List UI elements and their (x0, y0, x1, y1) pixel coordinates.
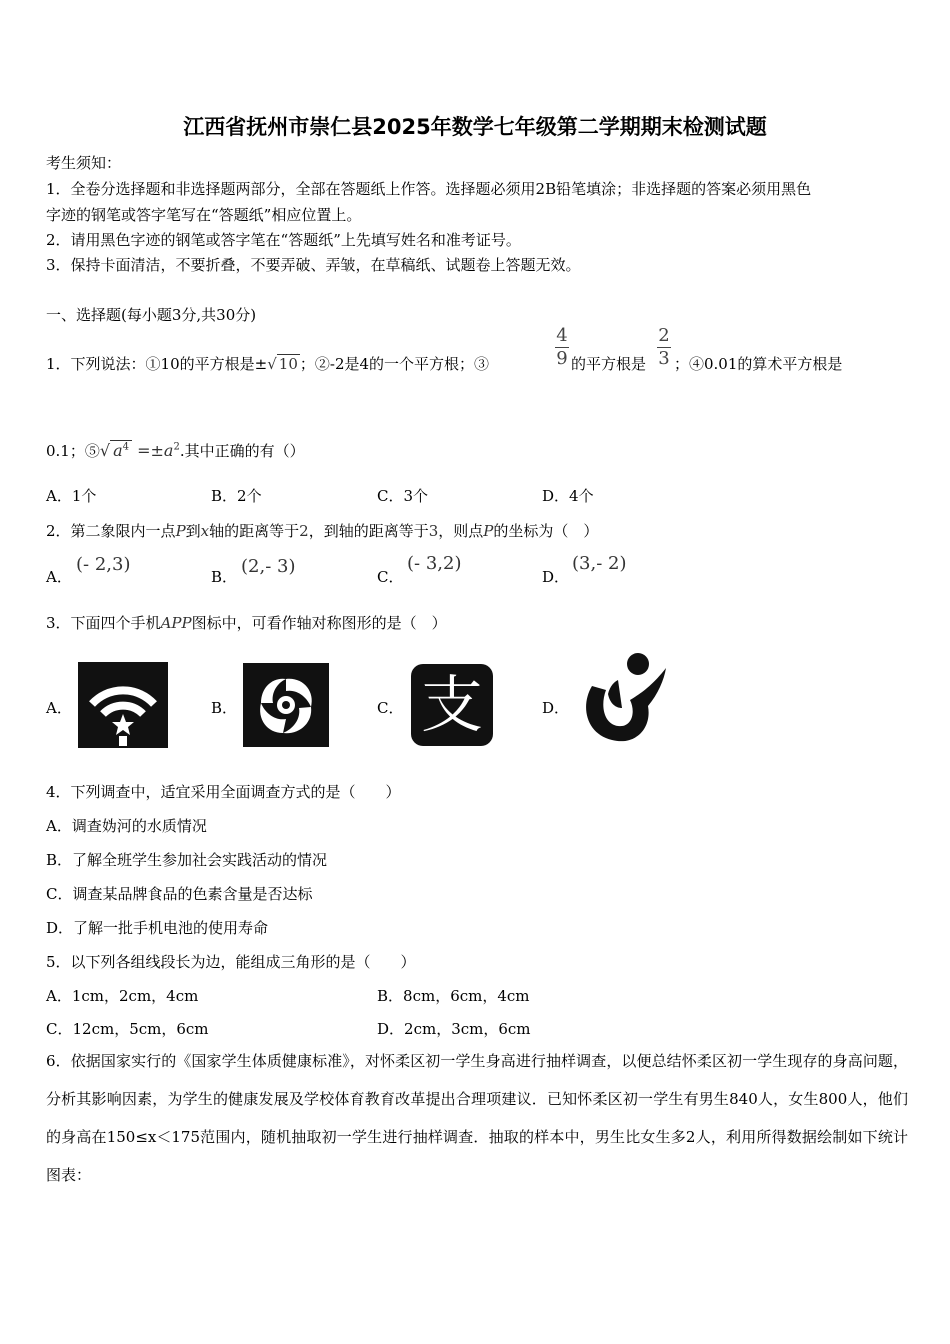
notice-item: 字迹的钢笔或答字笔写在“答题纸”相应位置上。 (46, 206, 362, 224)
q2-option-b-label: B． (211, 568, 238, 586)
q2-option-a-value: (- 2,3) (76, 554, 131, 575)
q2-option-d-label: D． (542, 568, 570, 586)
q2-option-c-label: C． (377, 568, 404, 586)
q5-option-d: D．2cm，3cm，6cm (377, 1020, 531, 1038)
section-heading: 一、选择题(每小题3分,共30分) (46, 306, 257, 324)
notice-item: 1．全卷分选择题和非选择题两部分，全部在答题纸上作答。选择题必须用2B铅笔填涂；非选择题的答案必须用黑色 (46, 180, 812, 198)
person-swoosh-icon (578, 650, 668, 746)
q1-text: 的平方根是 (571, 355, 647, 373)
q4-option-b: B．了解全班学生参加社会实践活动的情况 (46, 851, 328, 869)
notice-item: 2．请用黑色字迹的钢笔或答字笔在“答题纸”上先填写姓名和准考证号。 (46, 231, 521, 249)
q5-option-a: A．1cm，2cm，4cm (46, 987, 199, 1005)
sqrt-10: √ 10 (267, 355, 298, 373)
option-c: C．3个 (377, 487, 429, 505)
notice-item: 3．保持卡面清洁，不要折叠，不要弄破、弄皱，在草稿纸、试题卷上答题无效。 (46, 256, 581, 274)
q5-option-b: B．8cm，6cm，4cm (377, 987, 530, 1005)
q4-option-c: C．调查某品牌食品的色素含量是否达标 (46, 885, 313, 903)
q4-option-d: D．了解一批手机电池的使用寿命 (46, 919, 269, 937)
notice-heading: 考生须知： (46, 154, 122, 172)
q1-text: ；④0.01的算术平方根是 (674, 355, 843, 373)
fraction-4-9: 4 9 (556, 325, 568, 369)
question-1-line-1 (46, 353, 489, 374)
swirl-icon (243, 663, 329, 747)
fraction-2-3: 2 3 (658, 325, 670, 369)
q4-option-a: A．调查妫河的水质情况 (46, 817, 207, 835)
q2-option-a-label: A． (46, 568, 72, 586)
question-2: 2．第二象限内一点P到x轴的距离等于2，到轴的距离等于3，则点P的坐标为（ ） (46, 522, 599, 540)
q3-option-c-label: C． (377, 699, 404, 717)
q3-option-b-label: B． (211, 699, 238, 717)
q1-text: 下列说法：①10的平方根是± (70, 355, 268, 373)
q5-option-c: C．12cm，5cm，6cm (46, 1020, 209, 1038)
q3-option-d-label: D． (542, 699, 570, 717)
page-title: 江西省抚州市崇仁县2025年数学七年级第二学期期末检测试题 (183, 115, 767, 139)
q2-option-b-value: (2,- 3) (241, 556, 296, 577)
q1-text: .其中正确的有（） (179, 442, 305, 460)
q1-text: 0.1；⑤ (46, 442, 100, 460)
wifi-star-icon (78, 662, 168, 748)
question-4: 4．下列调查中，适宜采用全面调查方式的是（ ） (46, 783, 401, 801)
question-3: 3．下面四个手机APP图标中，可看作轴对称图形的是（ ） (46, 614, 447, 632)
sqrt-a4: √ $a^4 =\pm a^2$ (99, 441, 180, 460)
question-6: 6．依据国家实行的《国家学生体质健康标准》，对怀柔区初一学生身高进行抽样调查，以便总结怀柔区初一学生现存的身高问题，分析其影响因素，为学生的健康发展及学校体育教育改革提出合理项建议．已知怀柔区初一学生有男生840人，女生800人，他们的身高在150≤x＜175范围内，随机抽取初一学生进行抽样调查．抽取的样本中，男生比女生多2人，利用所得数据绘制如下统计图表： (46, 1052, 908, 1184)
option-b: B．2个 (211, 487, 262, 505)
q2-option-d-value: (3,- 2) (572, 553, 627, 574)
question-number: 1． (46, 355, 71, 373)
pay-zhi-icon: 支 (411, 664, 493, 746)
q1-text: ；②-2是4的一个平方根；③ (299, 355, 490, 373)
option-a: A．1个 (46, 487, 97, 505)
option-d: D．4个 (542, 487, 594, 505)
q3-option-a-label: A． (46, 699, 72, 717)
question-1-line-2 (46, 440, 305, 461)
q2-option-c-value: (- 3,2) (407, 553, 462, 574)
question-5: 5．以下列各组线段长为边，能组成三角形的是（ ） (46, 953, 416, 971)
